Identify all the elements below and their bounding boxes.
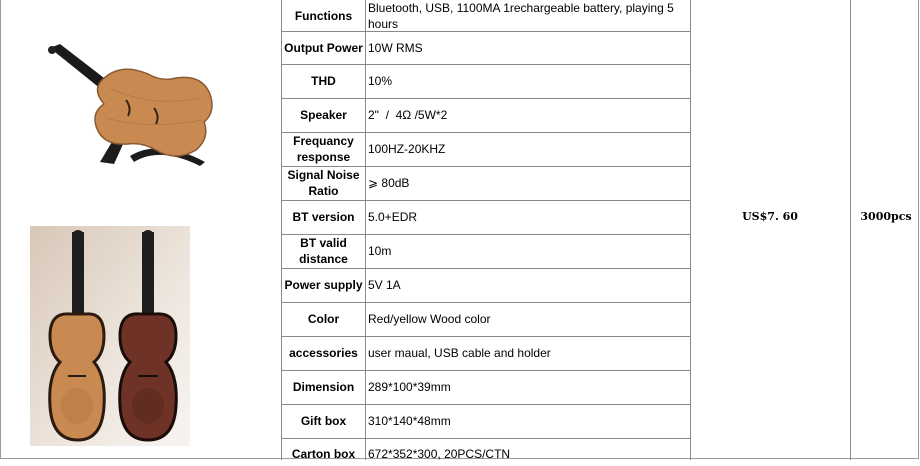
spec-label-functions: Functions	[294, 8, 353, 23]
spec-label-output-power: Output Power	[284, 40, 363, 55]
spec-value-bt-version: 5.0+EDR	[368, 210, 418, 224]
spec-value-gift-box: 310*140*48mm	[368, 414, 451, 428]
spec-label-gift-box: Gift box	[300, 414, 347, 428]
spec-label-frequency-response: Frequancy response	[293, 134, 354, 164]
two-violin-speakers-photo	[30, 226, 190, 446]
spec-value-output-power: 10W RMS	[368, 40, 423, 55]
unit-price: US$7. 60	[742, 210, 798, 223]
spec-value-bt-valid-distance: 10m	[368, 244, 392, 258]
spec-value-thd: 10%	[368, 74, 393, 88]
spec-value-functions: Bluetooth, USB, 1100MA 1rechargeable battery, playing 5 hours	[368, 0, 674, 31]
spec-label-bt-valid-distance: BT valid distance	[299, 236, 348, 266]
column-divider	[690, 0, 691, 460]
order-quantity: 3000pcs	[860, 210, 912, 223]
spec-label-accessories: accessories	[289, 346, 358, 360]
spec-value-accessories: user maual, USB cable and holder	[368, 346, 551, 360]
spec-label-color: Color	[307, 312, 340, 326]
column-divider	[365, 0, 366, 460]
spec-label-thd: THD	[311, 74, 336, 88]
column-divider	[850, 0, 851, 460]
spec-label-power-supply: Power supply	[284, 278, 363, 292]
spec-label-speaker: Speaker	[300, 108, 347, 122]
spec-label-signal-noise-ratio: Signal Noise Ratio	[287, 168, 360, 198]
spec-label-bt-version: BT version	[292, 210, 355, 224]
spec-value-speaker: 2" / 4Ω /5W*2	[368, 108, 448, 122]
spec-value-power-supply: 5V 1A	[368, 278, 401, 292]
spec-label-dimension: Dimension	[292, 380, 355, 394]
spec-value-dimension: 289*100*39mm	[368, 380, 451, 394]
spec-value-frequency-response: 100HZ-20KHZ	[368, 142, 446, 156]
spec-value-carton-box: 672*352*300, 20PCS/CTN	[368, 447, 511, 461]
spec-value-signal-noise-ratio: ⩾ 80dB	[368, 176, 410, 190]
spec-value-color: Red/yellow Wood color	[368, 312, 491, 326]
spec-label-carton-box: Carton box	[291, 447, 356, 461]
row-divider	[281, 438, 691, 439]
violin-speaker-on-stand-photo	[30, 38, 240, 178]
